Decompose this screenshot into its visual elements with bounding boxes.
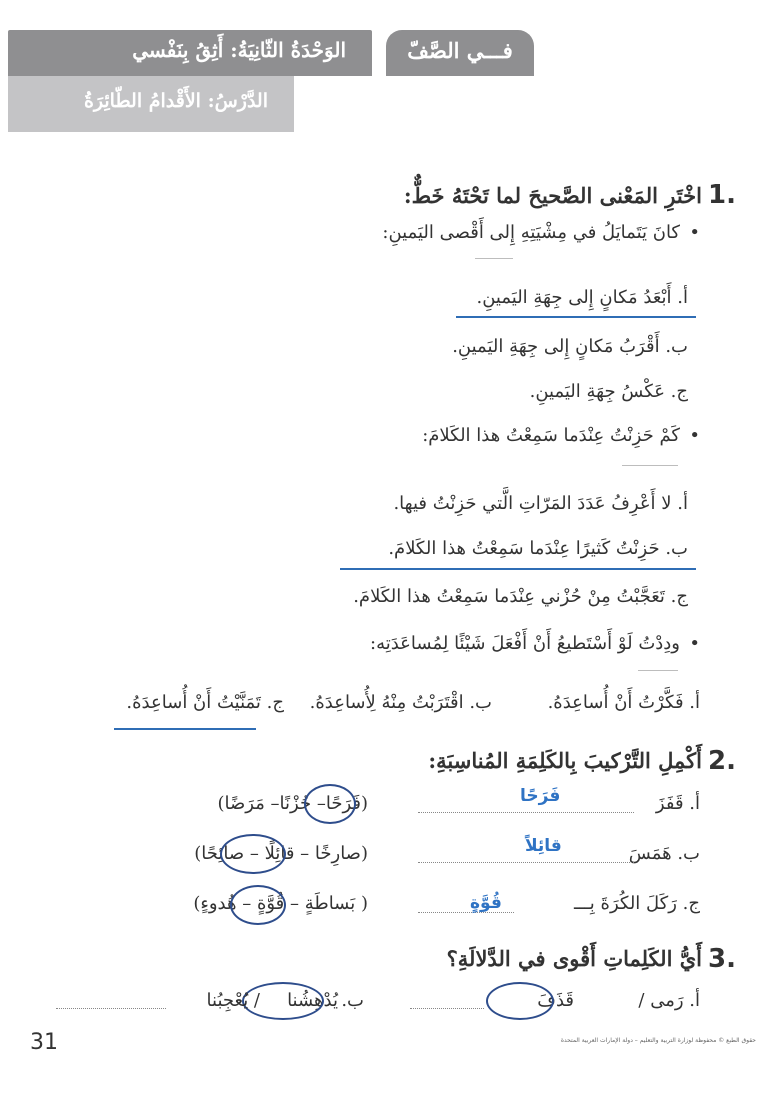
answer-blank[interactable]	[418, 812, 634, 813]
q1-item2-option-b[interactable]: ب. حَزِنْتُ كَثيرًا عِنْدَما سَمِعْتُ هذا الكَلامَ.	[388, 538, 688, 559]
q2-row-b-prompt: ب. هَمَسَ	[628, 843, 700, 864]
text-underline	[638, 670, 678, 671]
q1-item3-option-a[interactable]: أ. فَكَّرْتُ أَنْ أُساعِدَهُ.	[547, 692, 700, 713]
q3-instruction: أَيُّ الكَلِماتِ أَقْوى في الدَّلالَةِ؟	[446, 946, 702, 971]
q3-row-b-prefix: ب.	[341, 990, 364, 1011]
bullet-icon: •	[689, 222, 700, 243]
q2-row-c-answer: قُوَّةٍ	[470, 893, 502, 913]
bullet-icon: •	[689, 633, 700, 654]
lesson-banner	[8, 76, 294, 132]
q1-instruction: اخْتَرِ المَعْنى الصَّحيحَ لما تَحْتَهُ خَطٌّ:	[403, 183, 702, 208]
unit-title: الوَحْدَةُ الثّانِيَةُ: أَثِقُ بِنَفْسي	[132, 38, 346, 62]
q2-instruction: أَكْمِلِ التَّرْكيبَ بِالكَلِمَةِ المُناسِبَةِ:	[428, 748, 702, 773]
q2-number: 2.	[708, 746, 736, 776]
q1-item1-option-a[interactable]: أ. أَبْعَدُ مَكانٍ إِلى جِهَةِ اليَمينِ.	[476, 287, 688, 308]
answer-blank[interactable]	[410, 1008, 484, 1009]
copyright-note: حقوق الطبع © محفوظة لوزارة التربية والتعليم – دولة الإمارات العربية المتحدة	[560, 1037, 756, 1044]
text-underline	[475, 258, 513, 259]
answer-circle	[220, 834, 286, 874]
unit-banner	[8, 30, 372, 76]
q3-number: 3.	[708, 944, 736, 974]
q3-row-a-text: أ. رَمى /	[638, 990, 700, 1011]
in-class-label: فـــي الصَّفّ	[407, 38, 513, 63]
q1-item3-sentence: ودِدْتُ لَوْ أَسْتَطيعُ أَنْ أَفْعَلَ شَيْئًا لِمُساعَدَتِه:	[370, 633, 680, 654]
in-class-tab	[386, 30, 534, 76]
q1-item2-sentence: كَمْ حَزِنْتُ عِنْدَما سَمِعْتُ هذا الكَلامَ:	[422, 425, 680, 446]
q3-row-b-rest: / يُعْجِبُنا	[206, 990, 260, 1011]
answer-underline	[114, 728, 256, 730]
answer-underline	[456, 316, 696, 318]
lesson-title: الدَّرْسُ: الأَقْدامُ الطّائِرَةُ	[83, 90, 268, 112]
q2-row-a-prompt: أ. قَفَزَ	[655, 793, 700, 814]
q1-item1-option-b[interactable]: ب. أَقْرَبُ مَكانٍ إِلى جِهَةِ اليَمينِ.	[452, 336, 688, 357]
q3-row-b-circled: يُدْهِشُنا	[287, 990, 338, 1011]
q1-number: 1.	[708, 180, 736, 210]
q2-row-c-choices: ( بَساطَةٍ – قُوَّةٍ – هُدوءٍ)	[193, 893, 368, 914]
q2-row-b-answer: قائِلاً	[525, 836, 562, 856]
answer-circle	[230, 885, 286, 925]
q2-row-c-prompt: ج. رَكَلَ الكُرَةَ بِـــ	[573, 893, 700, 914]
answer-blank[interactable]	[418, 862, 634, 863]
q2-row-a-choices: (فَرَحًا– حُزْنًا– مَرَضًا)	[217, 793, 368, 814]
answer-circle	[486, 982, 554, 1020]
answer-underline	[340, 568, 696, 570]
q1-item3-option-b[interactable]: ب. اقْتَرَبْتُ مِنْهُ لِأُساعِدَهُ.	[309, 692, 492, 713]
q1-item3-option-c[interactable]: ج. تَمَنَّيْتُ أَنْ أُساعِدَهُ.	[126, 692, 284, 713]
q2-row-b-choices: (صارِخًا – قائِلًا – صائِحًا)	[194, 843, 368, 864]
q1-item2-option-a[interactable]: أ. لا أَعْرِفُ عَدَدَ المَرّاتِ الَّتي حَزِنْتُ فيها.	[393, 493, 688, 514]
q1-item1-option-c[interactable]: ج. عَكْسُ جِهَةِ اليَمينِ.	[529, 381, 688, 402]
q3-row-a-circled: قَذَفَ	[537, 990, 574, 1011]
answer-circle	[304, 784, 356, 824]
text-underline	[622, 465, 678, 466]
q1-item1-sentence: كانَ يَتَمايَلُ في مِشْيَتِهِ إِلى أَقْصى اليَمينِ:	[382, 222, 680, 243]
q2-row-a-answer: فَرَحًا	[520, 786, 561, 806]
page-number: 31	[30, 1030, 58, 1055]
answer-blank[interactable]	[56, 1008, 166, 1009]
q1-item2-option-c[interactable]: ج. تَعَجَّبْتُ مِنْ حُزْني عِنْدَما سَمِعْتُ هذا الكَلامَ.	[353, 586, 688, 607]
bullet-icon: •	[689, 425, 700, 446]
